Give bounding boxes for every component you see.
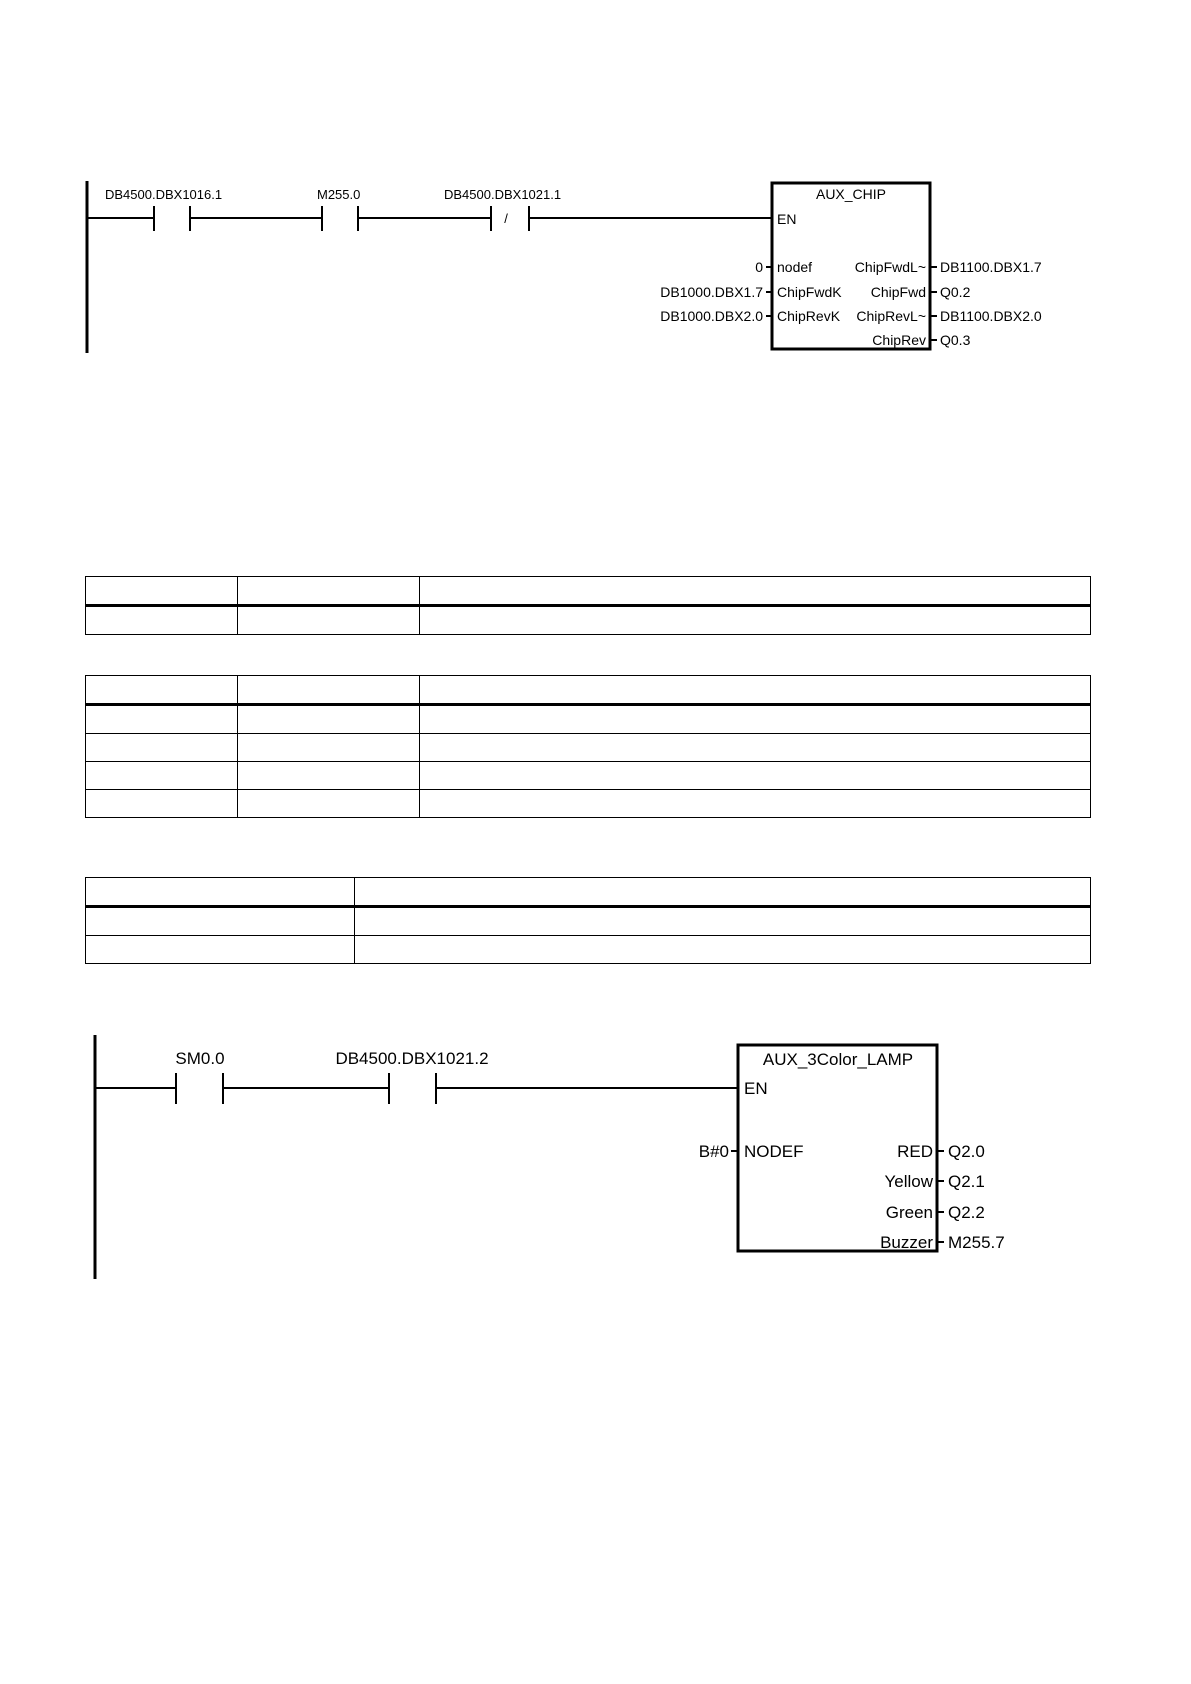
table-cell xyxy=(420,762,1091,790)
input-pin-value: B#0 xyxy=(698,1142,729,1161)
output-pin-label: ChipFwd xyxy=(870,284,926,300)
output-pin-value: M255.7 xyxy=(948,1233,1005,1252)
table-cell xyxy=(238,790,420,818)
table-cell xyxy=(238,676,420,705)
network-1 xyxy=(87,181,1042,353)
table-cell xyxy=(86,878,355,907)
table-cell xyxy=(238,762,420,790)
table-cell xyxy=(238,734,420,762)
table-row xyxy=(86,705,1091,734)
table-row xyxy=(86,606,1091,635)
table-cell xyxy=(355,878,1091,907)
output-pin-label: ChipFwdL~ xyxy=(854,259,926,275)
table-cell xyxy=(420,577,1091,606)
input-pin-value: DB1000.DBX2.0 xyxy=(660,308,763,324)
table-row xyxy=(86,762,1091,790)
table-cell xyxy=(420,790,1091,818)
parameter-table-1 xyxy=(85,576,1091,635)
table-cell xyxy=(86,762,238,790)
contact-label: DB4500.DBX1016.1 xyxy=(105,187,223,202)
output-pin-value: Q0.2 xyxy=(940,284,971,300)
table-cell xyxy=(86,606,238,635)
output-pin-value: Q2.2 xyxy=(948,1203,985,1222)
output-pin-label: Buzzer xyxy=(880,1233,933,1252)
table-header-row xyxy=(86,676,1091,705)
output-pin-label: Green xyxy=(885,1203,933,1222)
contact-no xyxy=(87,187,322,231)
table-cell xyxy=(86,577,238,606)
output-pin-value: Q2.1 xyxy=(948,1172,985,1191)
contact-no xyxy=(335,1049,738,1104)
table-header-row xyxy=(86,878,1091,907)
table-cell xyxy=(420,606,1091,635)
table-cell xyxy=(420,705,1091,734)
contact-nc xyxy=(444,187,772,231)
contact-nc-symbol: / xyxy=(504,211,508,226)
function-block-aux-3color-lamp xyxy=(699,1045,1005,1252)
network-2 xyxy=(95,1035,1005,1279)
block-name: AUX_3Color_LAMP xyxy=(762,1050,914,1069)
output-pin-value: DB1100.DBX1.7 xyxy=(940,259,1042,275)
table-cell xyxy=(86,790,238,818)
output-pin-label: ChipRev xyxy=(872,332,926,348)
input-pin-label: ChipRevK xyxy=(777,308,841,324)
output-pin-label: RED xyxy=(897,1142,933,1161)
table-cell xyxy=(86,676,238,705)
table-cell xyxy=(86,936,355,964)
table-cell xyxy=(86,907,355,936)
input-pin-value: 0 xyxy=(755,259,763,275)
table-cell xyxy=(420,676,1091,705)
parameter-table-2 xyxy=(85,675,1091,818)
en-pin: EN xyxy=(777,211,797,227)
function-block-aux-chip xyxy=(660,183,1042,349)
output-pin-label: ChipRevL~ xyxy=(856,308,926,324)
table-cell xyxy=(86,734,238,762)
table-cell xyxy=(86,705,238,734)
block-name: AUX_CHIP xyxy=(815,186,887,202)
table-cell xyxy=(355,936,1091,964)
contact-label: SM0.0 xyxy=(175,1049,225,1068)
en-pin: EN xyxy=(744,1079,768,1098)
output-pin-value: DB1100.DBX2.0 xyxy=(940,308,1042,324)
parameter-table-3 xyxy=(85,877,1091,964)
table-cell xyxy=(238,606,420,635)
input-pin-label: NODEF xyxy=(744,1142,804,1161)
table-cell xyxy=(355,907,1091,936)
input-pin-value: DB1000.DBX1.7 xyxy=(660,284,763,300)
table-header-row xyxy=(86,577,1091,606)
input-pin-label: ChipFwdK xyxy=(777,284,842,300)
table-row xyxy=(86,907,1091,936)
table-cell xyxy=(238,705,420,734)
output-pin-value: Q0.3 xyxy=(940,332,971,348)
contact-label: M255.0 xyxy=(317,187,361,202)
output-pin-value: Q2.0 xyxy=(948,1142,985,1161)
contact-label: DB4500.DBX1021.2 xyxy=(335,1049,489,1068)
input-pin-label: nodef xyxy=(777,259,813,275)
output-pin-label: Yellow xyxy=(884,1172,933,1191)
table-cell xyxy=(238,577,420,606)
table-cell xyxy=(420,734,1091,762)
table-row xyxy=(86,790,1091,818)
table-row xyxy=(86,936,1091,964)
table-row xyxy=(86,734,1091,762)
contact-label: DB4500.DBX1021.1 xyxy=(444,187,562,202)
